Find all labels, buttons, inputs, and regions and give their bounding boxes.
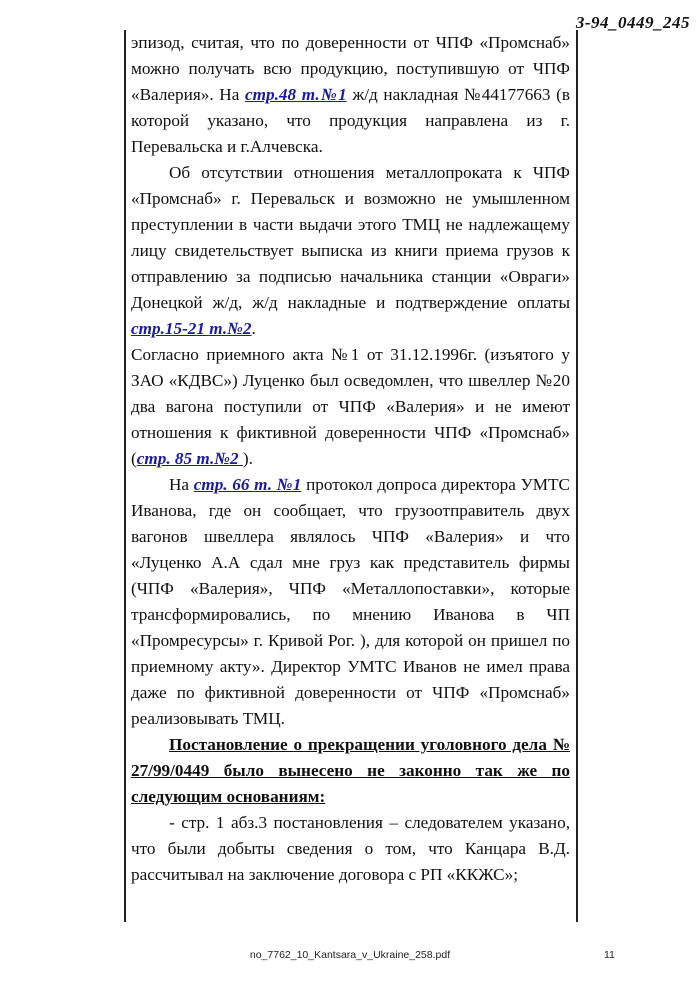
case-reference-link[interactable]: стр. 66 т. №1: [193, 475, 302, 494]
paragraph-metal-origin: [131, 160, 570, 342]
paragraph-text: На: [169, 475, 194, 494]
left-margin-rule: [124, 30, 126, 922]
section-heading: Постановление о прекращении уголовного дела № 27/99/0449 было вынесено не законно так же по следующим основаниям:: [131, 735, 570, 806]
paragraph-text: ж/д накладная №44177663 (в которой указано, что продукция направлена из г. Перевальска и г.Алчевска.: [131, 85, 570, 156]
right-margin-rule: [576, 30, 578, 922]
paragraph-text: .: [251, 319, 256, 338]
paragraph-episode: [131, 30, 570, 160]
case-reference-link[interactable]: стр.15-21 т.№2: [131, 319, 252, 338]
paragraph-resolution-item: - стр. 1 абз.3 постановления – следователем указано, что были добыты сведения о том, что Канцара В.Д. рассчитывал на заключение договора с РП «ККЖС»;: [131, 813, 570, 884]
paragraph-acceptance-act: [131, 342, 570, 472]
case-reference-link[interactable]: стр.48 т.№1: [245, 85, 347, 104]
paragraph-text: ).: [242, 449, 253, 468]
document-code: 3-94_0449_245: [575, 13, 690, 32]
paragraph-interrogation: [131, 472, 570, 732]
paragraph-text: Об отсутствии отношения металлопроката к ЧПФ «Промснаб» г. Перевальск и возможно не умышленном преступлении в части выдачи этого ТМЦ не надлежащему лицу свидетельствует выписка из книги приема грузов к отправлению за подписью начальника станции «Овраги» Донецкой ж/д, ж/д накладные и подтверждение оплаты: [131, 163, 570, 312]
footer-page-number: 11: [604, 949, 615, 961]
page-body: [131, 30, 570, 888]
paragraph-text: Согласно приемного акта №1 от 31.12.1996г. (изъятого у ЗАО «КДВС») Луценко был осведомлен, что швеллер №20 два вагона поступили от ЧПФ «Валерия» и не имеют отношения к фиктивной доверенности ЧПФ «Промснаб» (: [131, 345, 570, 468]
paragraph-text: эпизод, считая, что по доверенности от ЧПФ «Промснаб» можно получать всю продукцию, поступившую от ЧПФ «Валерия». На: [131, 33, 570, 104]
paragraph-text: протокол допроса директора УМТС Иванова, где он сообщает, что грузоотправитель двух вагонов швеллера являлось ЧПФ «Валерия» и что «Луценко А.А сдал мне груз как представитель фирмы (ЧПФ «Валерия», ЧПФ «Металлопоставки», которые трансформировались, по мнению Иванова в ЧП «Промресурсы» г. Кривой Рог. ), для которой он пришел по приемному акту». Директор УМТС Иванов не имел права даже по фиктивной доверенности от ЧПФ «Промснаб» реализовывать ТМЦ.: [131, 475, 570, 728]
case-reference-link[interactable]: стр. 85 т.№2: [136, 449, 243, 468]
footer-filename: no_7762_10_Kantsara_v_Ukraine_258.pdf: [249, 949, 451, 961]
